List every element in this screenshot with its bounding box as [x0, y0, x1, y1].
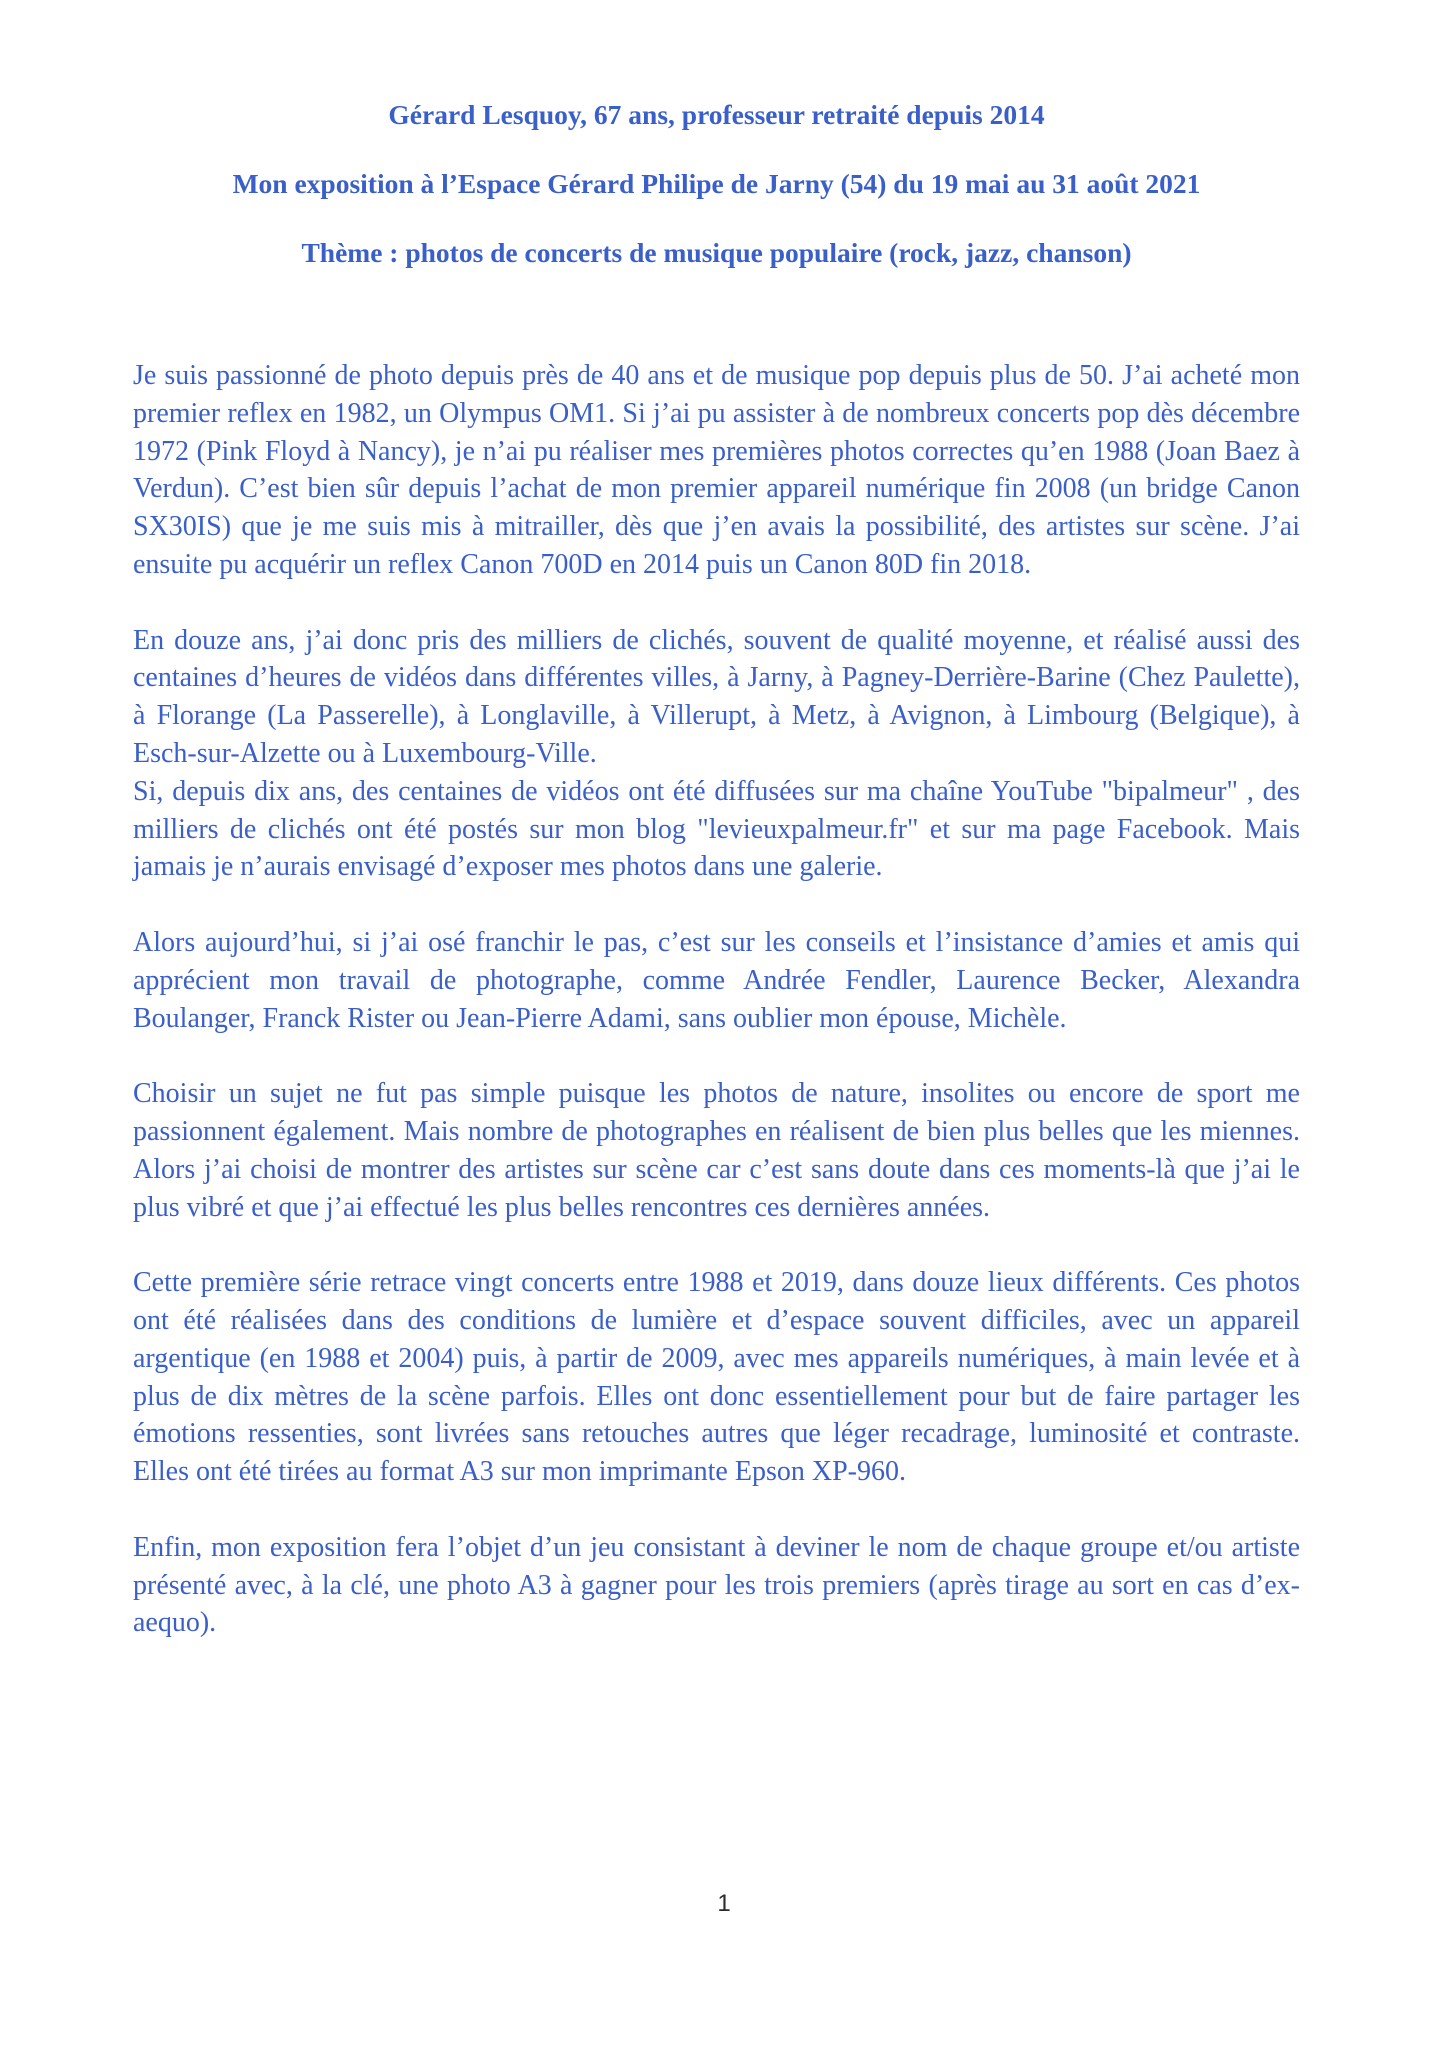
paragraph-cities: En douze ans, j’ai donc pris des milliers de clichés, souvent de qualité moyenne, et réalisé aussi des centaines d’heures de vidéos dans différentes villes, à Jarny, à Pagney-Derrière-Barine (Chez Paulette), à Florange (La Passerelle), à Longlaville, à Villerupt, à Metz, à Avignon, à Limbourg (Belgique), à Esch-sur-Alzette ou à Luxembourg-Ville. — [133, 624, 1300, 769]
title-author: Gérard Lesquoy, 67 ans, professeur retraité depuis 2014 — [388, 99, 1045, 130]
title-theme: Thème : photos de concerts de musique populaire (rock, jazz, chanson) — [301, 237, 1132, 268]
paragraph-online: Si, depuis dix ans, des centaines de vidéos ont été diffusées sur ma chaîne YouTube "bipalmeur" , des milliers de clichés ont été postés sur mon blog "levieuxpalmeur.fr" et sur ma page Facebook. Mais jamais je n’aurais envisagé d’exposer mes photos dans une galerie. — [133, 775, 1300, 883]
paragraph-intro: Je suis passionné de photo depuis près de 40 ans et de musique pop depuis plus de 50. J’ai acheté mon premier reflex en 1982, un Olympus OM1. Si j’ai pu assister à de nombreux concerts pop dès décembre 1972 (Pink Floyd à Nancy), je n’ai pu réaliser mes premières photos correctes qu’en 1988 (Joan Baez à Verdun). C’est bien sûr depuis l’achat de mon premier appareil numérique fin 2008 (un bridge Canon SX30IS) que je me suis mis à mitrailler, dès que j’en avais la possibilité, des artistes sur scène. J’ai ensuite pu acquérir un reflex Canon 700D en 2014 puis un Canon 80D fin 2018. — [133, 360, 1300, 580]
paragraph-friends: Alors aujourd’hui, si j’ai osé franchir le pas, c’est sur les conseils et l’insistance d’amies et amis qui apprécient mon travail de photographe, comme Andrée Fendler, Laurence Becker, Alexandra Boulanger, Franck Rister ou Jean-Pierre Adami, sans oublier mon épouse, Michèle. — [133, 926, 1300, 1034]
paragraph-series: Cette première série retrace vingt concerts entre 1988 et 2019, dans douze lieux différents. Ces photos ont été réalisées dans des conditions de lumière et d’espace souvent difficiles, avec un appareil argentique (en 1988 et 2004) puis, à partir de 2009, avec mes appareils numériques, à main levée et à plus de dix mètres de la scène parfois. Elles ont donc essentiellement pour but de faire partager les émotions ressenties, sont livrées sans retouches autres que léger recadrage, luminosité et contraste. Elles ont été tirées au format A3 sur mon imprimante Epson XP-960. — [133, 1267, 1300, 1488]
page-number: 1 — [717, 1890, 731, 1917]
paragraph-subject: Choisir un sujet ne fut pas simple puisque les photos de nature, insolites ou encore de sport me passionnent également. Mais nombre de photographes en réalisent de bien plus belles que les miennes. Alors j’ai choisi de montrer des artistes sur scène car c’est sans doute dans ces moments-là que j’ai le plus vibré et que j’ai effectué les plus belles rencontres ces dernières années. — [133, 1078, 1300, 1223]
title-exhibition: Mon exposition à l’Espace Gérard Philipe de Jarny (54) du 19 mai au 31 août 2021 — [232, 168, 1201, 199]
body-text — [133, 357, 1300, 1642]
paragraph-game: Enfin, mon exposition fera l’objet d’un jeu consistant à deviner le nom de chaque groupe et/ou artiste présenté avec, à la clé, une photo A3 à gagner pour les trois premiers (après tirage au sort en cas d’ex-aequo). — [133, 1531, 1300, 1639]
title-block — [133, 98, 1300, 270]
